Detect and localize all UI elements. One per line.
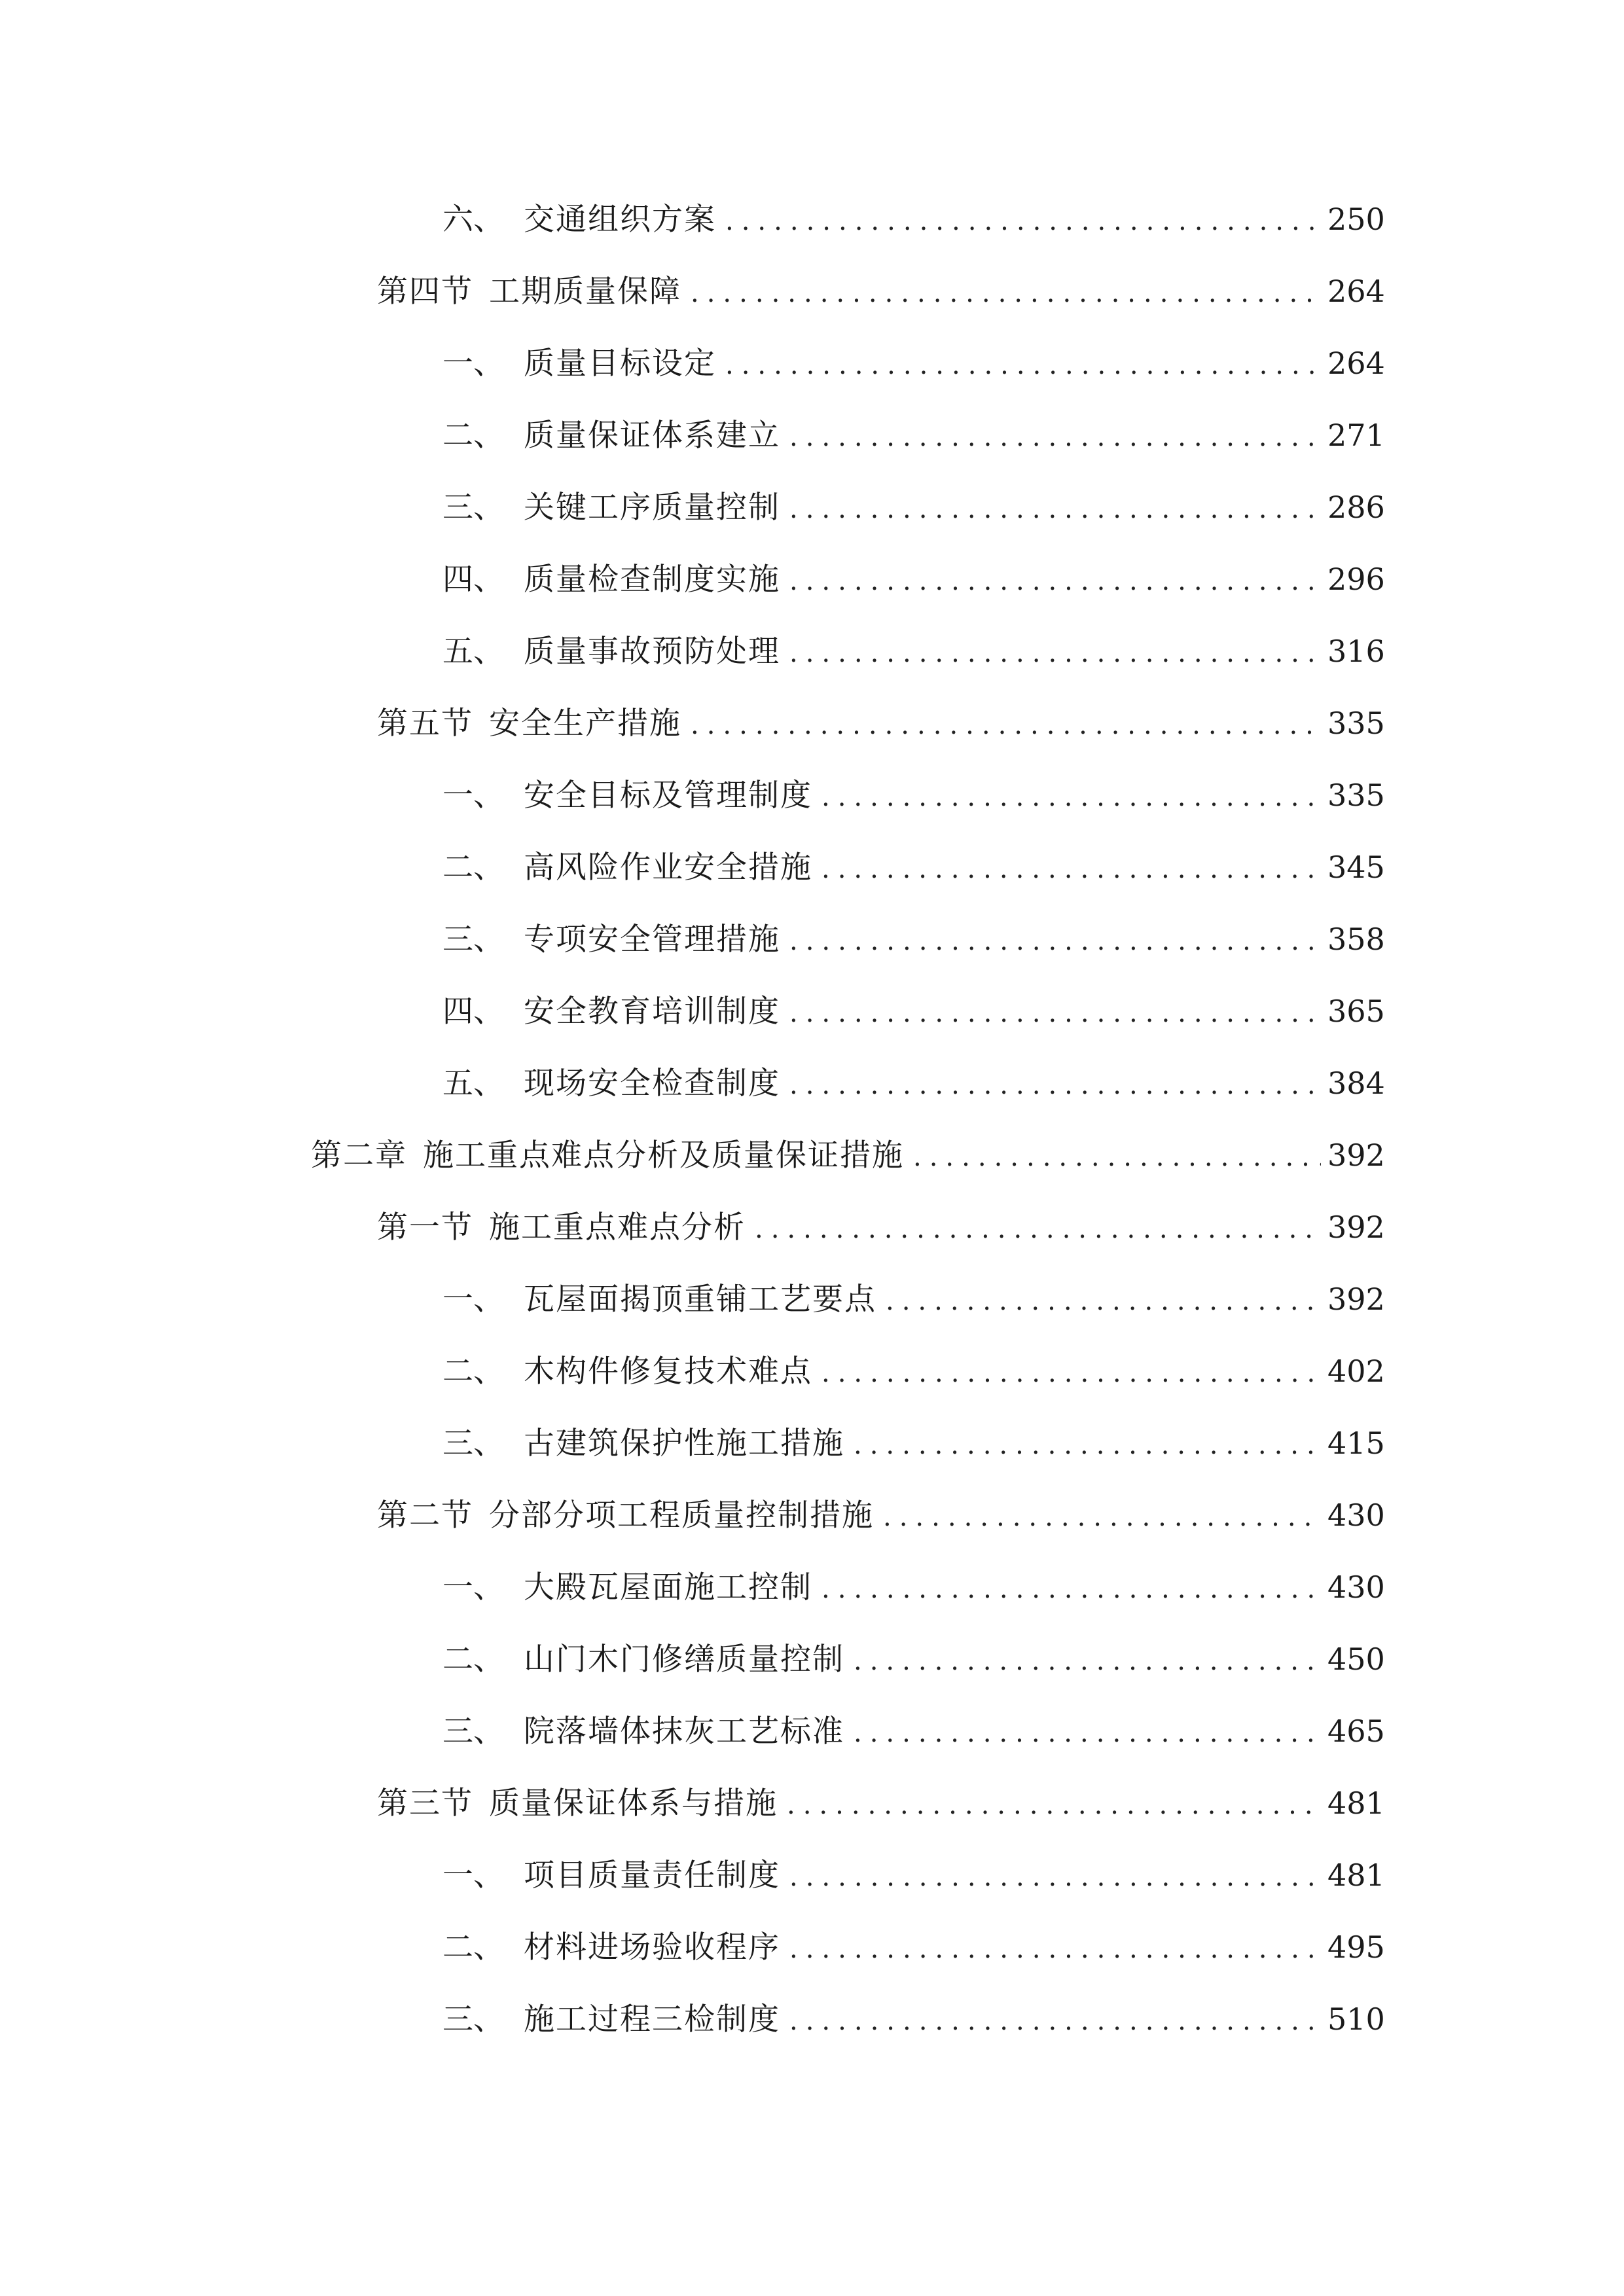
toc-item-number: 一、 [442, 1857, 504, 1893]
toc-item-title: 山门木门修缮质量控制 [524, 1641, 844, 1677]
toc-item-title: 木构件修复技术难点 [524, 1354, 812, 1390]
toc-item-page: 415 [1327, 1426, 1385, 1461]
toc-item-title: 项目质量责任制度 [524, 1857, 780, 1893]
toc-section-page: 335 [1327, 706, 1385, 741]
toc-section-title: 分部分项工程质量控制措施 [489, 1498, 874, 1534]
toc-leader-dots [789, 1995, 1321, 2047]
toc-leader-dots [789, 627, 1321, 679]
toc-leader-dots [789, 1851, 1321, 1903]
toc-section[interactable] [377, 697, 1385, 749]
toc-item-page: 450 [1327, 1641, 1385, 1677]
toc-item-number: 四、 [442, 562, 504, 598]
toc-leader-dots [787, 1779, 1321, 1831]
toc-item-title: 瓦屋面揭顶重铺工艺要点 [524, 1282, 876, 1318]
toc-item[interactable] [442, 913, 1385, 965]
toc-section-number: 第一节 [377, 1210, 473, 1246]
toc-item[interactable] [442, 1273, 1385, 1325]
toc-item-title: 院落墙体抹灰工艺标准 [524, 1713, 844, 1749]
toc-item-title: 安全教育培训制度 [524, 994, 780, 1030]
toc-section-page: 264 [1327, 274, 1385, 309]
toc-item[interactable] [442, 1705, 1385, 1757]
toc-item-page: 358 [1327, 922, 1385, 957]
toc-item[interactable] [442, 409, 1385, 461]
toc-leader-dots [725, 339, 1321, 391]
toc-item-title: 现场安全检查制度 [524, 1066, 780, 1102]
toc-item-number: 二、 [442, 850, 504, 886]
toc-chapter-page: 392 [1327, 1138, 1385, 1173]
toc-item-number: 二、 [442, 418, 504, 454]
toc-leader-dots [854, 1635, 1321, 1687]
toc-section-number: 第三节 [377, 1785, 473, 1821]
toc-item[interactable] [442, 337, 1385, 389]
toc-leader-dots [821, 843, 1321, 895]
toc-section[interactable] [377, 1777, 1385, 1829]
toc-section-title: 工期质量保障 [489, 274, 681, 310]
toc-chapter-title: 施工重点难点分析及质量保证措施 [423, 1138, 904, 1174]
toc-item-page: 250 [1327, 202, 1385, 237]
toc-item-number: 二、 [442, 1929, 504, 1965]
toc-section-page: 392 [1327, 1210, 1385, 1245]
toc-item[interactable] [442, 1921, 1385, 1973]
toc-section-page: 481 [1327, 1785, 1385, 1821]
toc-item-number: 二、 [442, 1641, 504, 1677]
toc-chapter[interactable] [311, 1129, 1385, 1181]
toc-item[interactable] [442, 1561, 1385, 1613]
toc-item[interactable] [442, 553, 1385, 605]
toc-leader-dots [691, 267, 1321, 319]
toc-item-number: 三、 [442, 2001, 504, 2037]
toc-item[interactable] [442, 1345, 1385, 1397]
toc-item-title: 质量检查制度实施 [524, 562, 780, 598]
toc-leader-dots [886, 1275, 1321, 1327]
toc-item-page: 430 [1327, 1570, 1385, 1605]
toc-item-title: 大殿瓦屋面施工控制 [524, 1570, 812, 1605]
toc-item-title: 交通组织方案 [524, 202, 716, 238]
toc-leader-dots [755, 1203, 1321, 1255]
toc-item-page: 296 [1327, 562, 1385, 597]
toc-item-number: 一、 [442, 1570, 504, 1605]
toc-item-page: 495 [1327, 1929, 1385, 1965]
toc-item-title: 质量事故预防处理 [524, 634, 780, 670]
toc-item-number: 三、 [442, 1426, 504, 1462]
toc-item[interactable] [442, 625, 1385, 677]
toc-item-page: 286 [1327, 490, 1385, 525]
toc-item[interactable] [442, 1633, 1385, 1685]
toc-leader-dots [789, 987, 1321, 1039]
toc-section-number: 第五节 [377, 706, 473, 742]
toc-item-page: 365 [1327, 994, 1385, 1029]
toc-item[interactable] [442, 841, 1385, 893]
toc-leader-dots [691, 699, 1321, 751]
toc-item[interactable] [442, 1849, 1385, 1901]
toc-leader-dots [913, 1131, 1321, 1183]
toc-item[interactable] [442, 985, 1385, 1037]
toc-section-title: 施工重点难点分析 [489, 1210, 746, 1246]
toc-item[interactable] [442, 1993, 1385, 2045]
toc-section[interactable] [377, 1201, 1385, 1253]
toc-leader-dots [854, 1419, 1321, 1471]
toc-leader-dots [789, 555, 1321, 607]
toc-section-title: 质量保证体系与措施 [489, 1785, 778, 1821]
toc-item-title: 施工过程三检制度 [524, 2001, 780, 2037]
toc-leader-dots [821, 1563, 1321, 1615]
toc-item-page: 264 [1327, 346, 1385, 381]
toc-item-number: 一、 [442, 1282, 504, 1318]
toc-leader-dots [854, 1707, 1321, 1759]
toc-item-page: 465 [1327, 1713, 1385, 1749]
toc-leader-dots [789, 1059, 1321, 1111]
toc-leader-dots [821, 1347, 1321, 1399]
toc-item-title: 安全目标及管理制度 [524, 778, 812, 814]
toc-leader-dots [789, 483, 1321, 535]
toc-section[interactable] [377, 1489, 1385, 1541]
toc-item-page: 402 [1327, 1354, 1385, 1389]
toc-chapter-number: 第二章 [311, 1138, 407, 1174]
toc-item-number: 三、 [442, 490, 504, 526]
toc-item-title: 质量保证体系建立 [524, 418, 780, 454]
toc-item-page: 510 [1327, 2001, 1385, 2037]
toc-section-number: 第二节 [377, 1498, 473, 1534]
toc-item-page: 316 [1327, 634, 1385, 669]
toc-leader-dots [725, 195, 1321, 247]
toc-item-title: 关键工序质量控制 [524, 490, 780, 526]
toc-section-title: 安全生产措施 [489, 706, 681, 742]
toc-item-page: 345 [1327, 850, 1385, 885]
toc-item[interactable] [442, 481, 1385, 533]
toc-item-title: 古建筑保护性施工措施 [524, 1426, 844, 1462]
toc-item-number: 三、 [442, 922, 504, 958]
toc-section[interactable] [377, 265, 1385, 317]
toc-section-number: 第四节 [377, 274, 473, 310]
toc-item-number: 六、 [442, 202, 504, 238]
toc-item-page: 392 [1327, 1282, 1385, 1317]
toc-item-page: 481 [1327, 1857, 1385, 1893]
toc-leader-dots [821, 771, 1321, 823]
toc-item[interactable] [442, 769, 1385, 821]
toc-leader-dots [883, 1491, 1321, 1543]
toc-section-page: 430 [1327, 1498, 1385, 1533]
toc-item-number: 一、 [442, 346, 504, 382]
toc-item-number: 五、 [442, 1066, 504, 1102]
toc-leader-dots [789, 915, 1321, 967]
toc-item-number: 五、 [442, 634, 504, 670]
toc-item[interactable] [442, 193, 1385, 245]
toc-item-title: 高风险作业安全措施 [524, 850, 812, 886]
toc-item-page: 271 [1327, 418, 1385, 453]
toc-item-number: 二、 [442, 1354, 504, 1390]
toc-leader-dots [789, 411, 1321, 463]
toc-item-title: 材料进场验收程序 [524, 1929, 780, 1965]
toc-item-title: 质量目标设定 [524, 346, 716, 382]
toc-item[interactable] [442, 1057, 1385, 1109]
toc-item-number: 一、 [442, 778, 504, 814]
toc-leader-dots [789, 1923, 1321, 1975]
toc-item-page: 384 [1327, 1066, 1385, 1101]
toc-item-title: 专项安全管理措施 [524, 922, 780, 958]
toc-item-number: 四、 [442, 994, 504, 1030]
toc-item-page: 335 [1327, 778, 1385, 813]
toc-item[interactable] [442, 1417, 1385, 1469]
toc-item-number: 三、 [442, 1713, 504, 1749]
